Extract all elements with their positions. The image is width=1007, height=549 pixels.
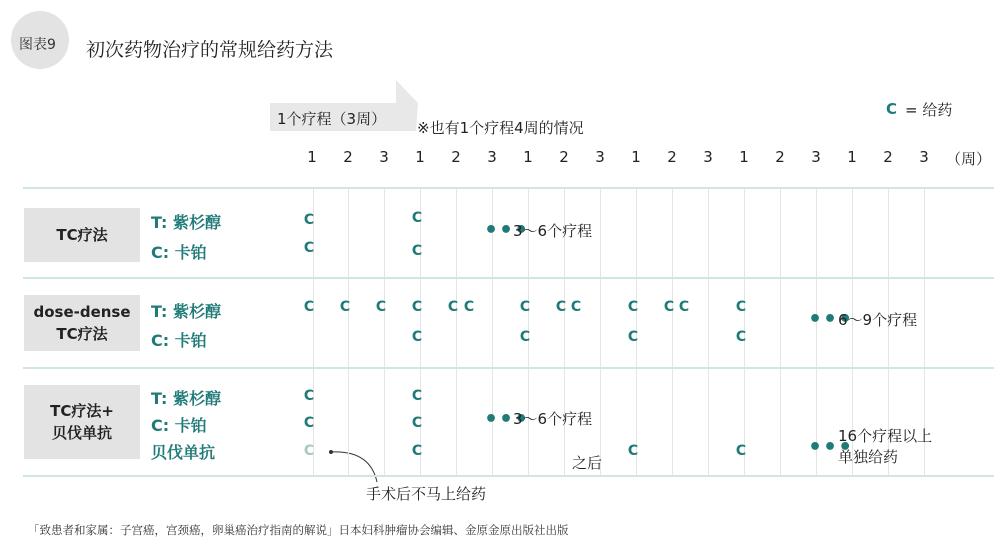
grid-line	[780, 188, 781, 476]
drug-carboplatin: C: 卡铂	[151, 243, 207, 262]
week-label: 3	[379, 148, 389, 166]
week-label: 1	[631, 148, 641, 166]
cycle-note: ※也有1个疗程4周的情况	[417, 119, 584, 137]
legend-label: = 给药	[905, 101, 953, 119]
maintenance-note-line: 16个疗程以上	[838, 427, 933, 445]
week-label: 2	[883, 148, 893, 166]
week-label: 1	[739, 148, 749, 166]
regimen-tc-label	[24, 208, 140, 262]
dose-mark: C	[411, 388, 423, 404]
continuation-dots: •••	[484, 407, 530, 432]
week-label: 2	[343, 148, 353, 166]
dose-mark: C	[303, 299, 315, 315]
dose-mark: C	[735, 299, 747, 315]
week-label: 2	[667, 148, 677, 166]
grid-line	[672, 188, 673, 476]
grid-line	[600, 188, 601, 476]
page-title: 初次药物治疗的常规给药方法	[86, 39, 334, 61]
grid-line	[456, 188, 457, 476]
dose-mark: C	[627, 329, 639, 345]
regimen-name-line: dose-dense	[33, 303, 131, 321]
continuation-dots: •••	[808, 307, 854, 332]
dose-mark: C	[303, 240, 315, 256]
week-label: 2	[451, 148, 461, 166]
row-divider	[23, 367, 994, 369]
dose-mark: C	[411, 329, 423, 345]
cycle-count-note: 6～9个疗程	[838, 311, 918, 329]
continuation-dots: •••	[808, 435, 854, 460]
dose-mark: C	[411, 443, 423, 459]
regimen-name-line: TC疗法+	[50, 402, 114, 420]
week-label: 3	[487, 148, 497, 166]
row-divider	[23, 475, 994, 477]
dose-mark: C	[303, 388, 315, 404]
maintenance-note-line: 单独给药	[838, 448, 899, 466]
week-label: 3	[919, 148, 929, 166]
dose-mark: C	[735, 329, 747, 345]
regimen-name: TC疗法	[56, 226, 108, 244]
dose-mark-skipped: C	[303, 443, 315, 459]
grid-line	[313, 188, 314, 476]
week-label: 3	[811, 148, 821, 166]
week-label: 1	[307, 148, 317, 166]
drug-paclitaxel: T: 紫杉醇	[151, 213, 222, 232]
continuation-dots: •••	[484, 218, 530, 243]
dose-mark: C	[447, 299, 459, 315]
regimen-name-line: TC疗法	[56, 325, 108, 343]
drug-bevacizumab: 贝伐单抗	[151, 443, 216, 462]
legend-symbol: C	[886, 100, 898, 118]
dose-mark: C	[570, 299, 582, 315]
week-unit-label: （周）	[946, 150, 992, 168]
dose-mark: C	[463, 299, 475, 315]
regimen-dose-dense-label	[24, 295, 140, 351]
dose-mark: C	[519, 329, 531, 345]
dose-mark: C	[627, 443, 639, 459]
source-citation: 「致患者和家属：子宫癌，宫颈癌，卵巢癌治疗指南的解说」日本妇科肿瘤协会编辑、金原金原出版社出版	[28, 523, 569, 537]
dose-mark: C	[663, 299, 675, 315]
annotation-no-dose-after-surgery: 手术后不马上给药	[366, 485, 487, 503]
dose-mark: C	[411, 210, 423, 226]
dose-mark: C	[678, 299, 690, 315]
drug-paclitaxel: T: 紫杉醇	[151, 302, 222, 321]
row-divider	[23, 187, 994, 189]
cycle-count-note: 3～6个疗程	[513, 410, 593, 428]
week-label: 1	[847, 148, 857, 166]
dose-mark: C	[411, 415, 423, 431]
row-divider	[23, 277, 994, 279]
cycle-count-note: 3～6个疗程	[513, 222, 593, 240]
dose-mark: C	[735, 443, 747, 459]
week-label: 3	[595, 148, 605, 166]
dose-mark: C	[303, 415, 315, 431]
dose-mark: C	[339, 299, 351, 315]
week-label: 2	[559, 148, 569, 166]
dose-mark: C	[303, 212, 315, 228]
grid-line	[816, 188, 817, 476]
regimen-name-line: 贝伐单抗	[51, 424, 112, 442]
week-label: 1	[415, 148, 425, 166]
grid-line	[708, 188, 709, 476]
after-label: 之后	[572, 454, 603, 472]
dose-mark: C	[411, 299, 423, 315]
week-label: 3	[703, 148, 713, 166]
dose-mark: C	[519, 299, 531, 315]
drug-carboplatin: C: 卡铂	[151, 331, 207, 350]
figure-number: 图表9	[19, 37, 56, 53]
grid-line	[384, 188, 385, 476]
dose-mark: C	[555, 299, 567, 315]
cycle-label: 1个疗程（3周）	[277, 110, 387, 128]
drug-carboplatin: C: 卡铂	[151, 416, 207, 435]
week-label: 2	[775, 148, 785, 166]
dose-mark: C	[627, 299, 639, 315]
drug-paclitaxel: T: 紫杉醇	[151, 389, 222, 408]
grid-line	[348, 188, 349, 476]
regimen-tc-bevacizumab-label	[24, 385, 140, 459]
dose-mark: C	[375, 299, 387, 315]
week-label: 1	[523, 148, 533, 166]
dose-mark: C	[411, 243, 423, 259]
